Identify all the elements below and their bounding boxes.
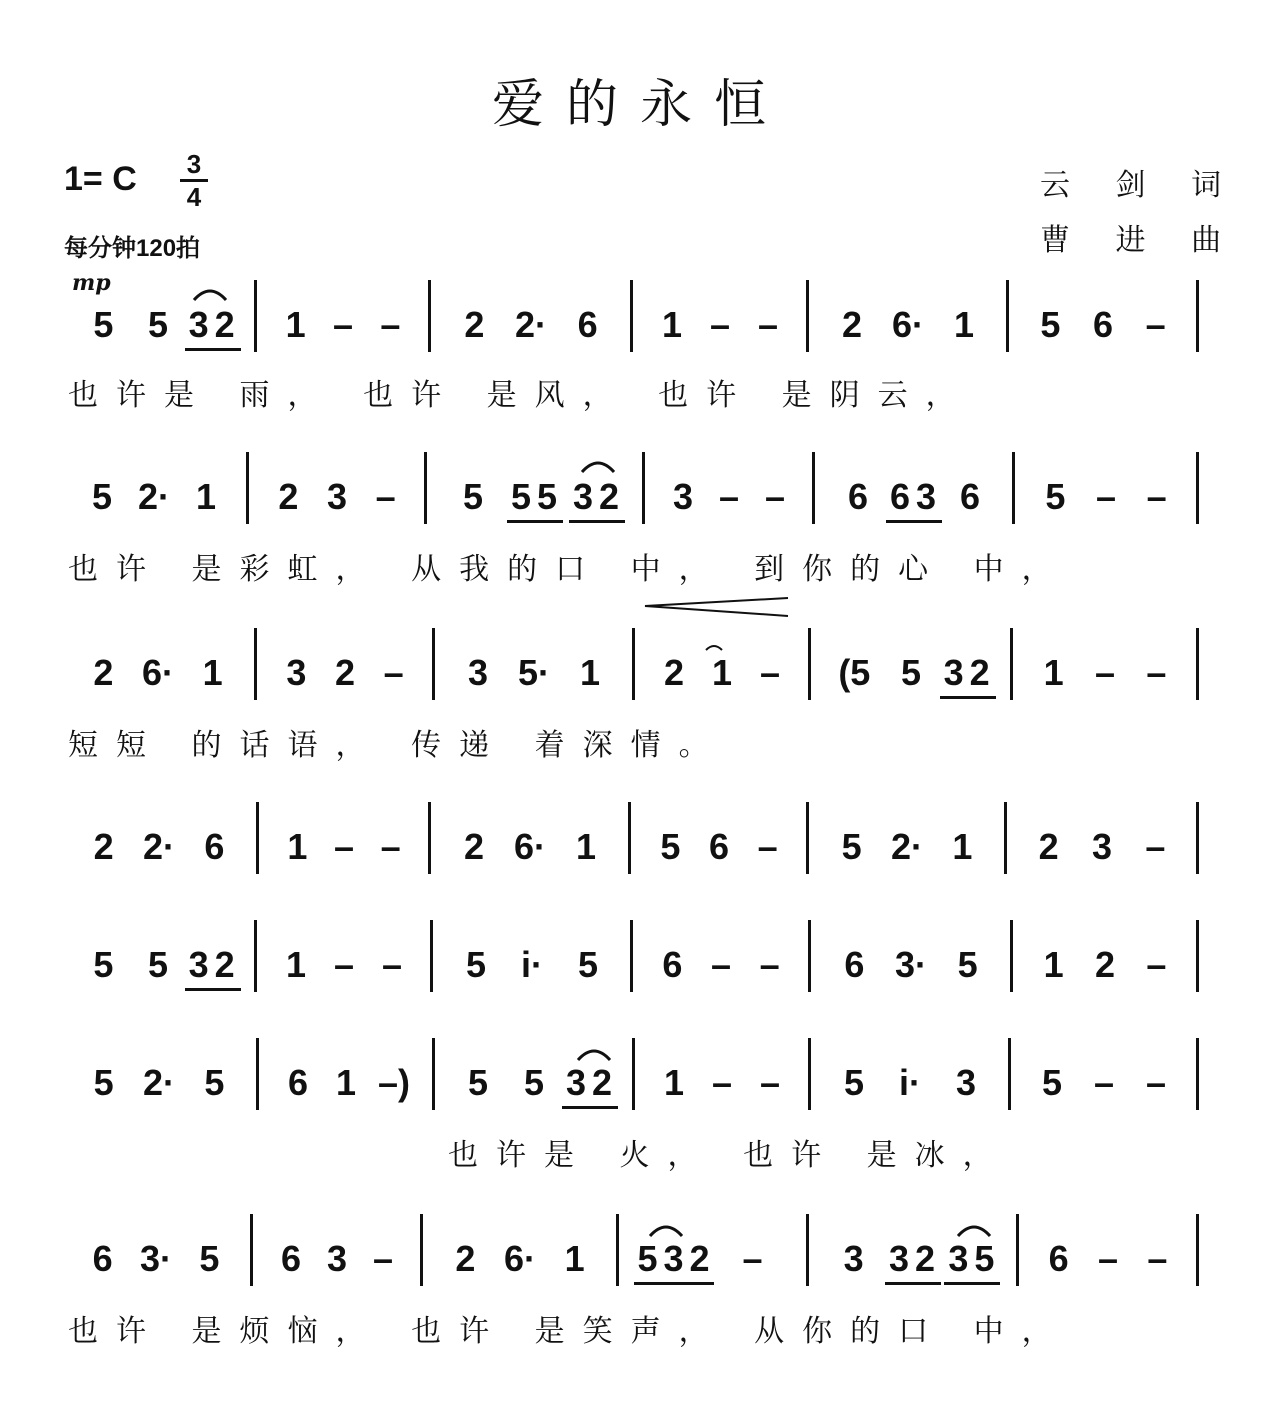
note: 2 bbox=[464, 304, 485, 345]
note: 6 bbox=[708, 826, 730, 867]
note: 3 bbox=[565, 1062, 587, 1103]
time-sig-numerator: 3 bbox=[186, 149, 202, 179]
note: – bbox=[333, 826, 355, 867]
note: 3 bbox=[943, 652, 964, 693]
note: 2 bbox=[214, 944, 235, 985]
note: 3· bbox=[894, 944, 928, 985]
note: 5 bbox=[465, 944, 487, 985]
note: 5 bbox=[660, 826, 681, 867]
note: 3 bbox=[888, 1238, 910, 1279]
note: 6 bbox=[287, 1062, 309, 1103]
note: – bbox=[1145, 1062, 1167, 1103]
note: – bbox=[757, 826, 778, 867]
note: i· bbox=[899, 1062, 921, 1103]
note: 2· bbox=[142, 826, 176, 867]
note: – bbox=[332, 304, 354, 345]
note: 2· bbox=[514, 304, 548, 345]
note: 5 bbox=[510, 476, 532, 517]
note: 2 bbox=[598, 476, 620, 517]
note: 6 bbox=[959, 476, 981, 517]
note: 6 bbox=[577, 304, 598, 345]
note: – bbox=[372, 1238, 394, 1279]
note: 3 bbox=[915, 476, 937, 517]
note: 1 bbox=[195, 476, 217, 517]
note: 3 bbox=[188, 304, 209, 345]
lyrics-line: 也许 是彩虹， 从我的口 中， 到你的心 中， bbox=[68, 552, 1070, 587]
note: – bbox=[710, 944, 732, 985]
note: – bbox=[718, 476, 740, 517]
note: 3 bbox=[672, 476, 694, 517]
note: – bbox=[375, 476, 396, 517]
note: – bbox=[1147, 1238, 1168, 1279]
key-signature: 1= C bbox=[64, 160, 137, 198]
note: – bbox=[764, 476, 786, 517]
note: 5 bbox=[1040, 304, 1061, 345]
note: 1 bbox=[285, 944, 307, 985]
note: 2 bbox=[663, 652, 685, 693]
note: 1 bbox=[579, 652, 601, 693]
note: 5 bbox=[974, 1238, 995, 1279]
note: 3 bbox=[467, 652, 489, 693]
dynamic-marking: mp bbox=[72, 270, 111, 296]
note: 2 bbox=[914, 1238, 936, 1279]
note: 6 bbox=[662, 944, 683, 985]
note: – bbox=[333, 944, 355, 985]
note: 5 bbox=[841, 826, 862, 867]
lyricist-credit: 云 剑 词 bbox=[1040, 168, 1240, 203]
note: 2 bbox=[278, 476, 299, 517]
note: – bbox=[1146, 476, 1167, 517]
note: – bbox=[759, 1062, 781, 1103]
note: i· bbox=[521, 944, 543, 985]
note: 2 bbox=[1094, 944, 1116, 985]
note: 3 bbox=[1091, 826, 1113, 867]
note: – bbox=[1097, 1238, 1119, 1279]
note: 5 bbox=[843, 1062, 865, 1103]
note: 6 bbox=[92, 1238, 113, 1279]
note: – bbox=[1095, 476, 1117, 517]
note: 6 bbox=[1048, 1238, 1069, 1279]
note: 5 bbox=[467, 1062, 489, 1103]
note: –) bbox=[377, 1062, 411, 1103]
note: – bbox=[1146, 944, 1167, 985]
note: 1 bbox=[335, 1062, 357, 1103]
slur-arc bbox=[582, 463, 614, 472]
note: 1 bbox=[1043, 652, 1064, 693]
note: 6 bbox=[204, 826, 225, 867]
note: 5 bbox=[199, 1238, 220, 1279]
note: – bbox=[380, 826, 401, 867]
note: 3 bbox=[663, 1238, 684, 1279]
note: 3 bbox=[572, 476, 594, 517]
note: 2 bbox=[841, 304, 863, 345]
note: – bbox=[742, 1238, 763, 1279]
note: 3· bbox=[139, 1238, 173, 1279]
note: – bbox=[757, 304, 779, 345]
note: 1 bbox=[287, 826, 308, 867]
note: 5 bbox=[93, 304, 114, 345]
note: 1 bbox=[285, 304, 306, 345]
slur-arc bbox=[194, 291, 226, 300]
song-title: 爱的永恒 bbox=[491, 75, 788, 135]
note: 5 bbox=[957, 944, 978, 985]
note: 2 bbox=[93, 826, 114, 867]
note: 1 bbox=[1043, 944, 1064, 985]
slur-arc bbox=[650, 1227, 682, 1236]
note: 5 bbox=[1041, 1062, 1063, 1103]
note: – bbox=[759, 652, 781, 693]
note: 1 bbox=[663, 1062, 685, 1103]
note: 1 bbox=[661, 304, 683, 345]
note: 5 bbox=[577, 944, 599, 985]
tempo-marking: 每分钟120拍 bbox=[64, 235, 201, 262]
note: 2 bbox=[463, 826, 485, 867]
note: – bbox=[711, 1062, 733, 1103]
note: 2 bbox=[93, 652, 114, 693]
note: 1 bbox=[952, 826, 973, 867]
note: 2· bbox=[890, 826, 924, 867]
note: 1 bbox=[564, 1238, 585, 1279]
note: 2· bbox=[142, 1062, 176, 1103]
note: 2 bbox=[214, 304, 235, 345]
note: 5 bbox=[147, 944, 169, 985]
lyrics-line: 也许 是烦恼， 也许 是笑声， 从你的口 中， bbox=[68, 1314, 1070, 1349]
note: 6 bbox=[847, 476, 869, 517]
note: 3 bbox=[326, 1238, 348, 1279]
note: 5 bbox=[637, 1238, 658, 1279]
note: 5 bbox=[523, 1062, 545, 1103]
lyrics-line: 短短 的话语， 传递 着深情。 bbox=[68, 728, 727, 763]
note: 5 bbox=[93, 1062, 114, 1103]
note: 2 bbox=[591, 1062, 613, 1103]
note: 5 bbox=[1045, 476, 1066, 517]
note: 6· bbox=[513, 826, 547, 867]
note: – bbox=[1094, 652, 1116, 693]
note: 2 bbox=[969, 652, 990, 693]
note: 5 bbox=[900, 652, 922, 693]
note: 1 bbox=[202, 652, 223, 693]
note: – bbox=[759, 944, 780, 985]
note: – bbox=[1145, 826, 1166, 867]
note: 5 bbox=[204, 1062, 225, 1103]
note: – bbox=[1146, 652, 1167, 693]
note: 1 bbox=[711, 652, 733, 693]
time-sig-denominator: 4 bbox=[186, 182, 202, 212]
fermata-arc bbox=[706, 646, 722, 650]
note: 1 bbox=[953, 304, 975, 345]
note: 3 bbox=[843, 1238, 864, 1279]
note: 6 bbox=[1092, 304, 1114, 345]
lyrics-line: 也许是 火， 也许 是冰， bbox=[448, 1138, 1011, 1173]
note: 5 bbox=[147, 304, 169, 345]
note: 5 bbox=[462, 476, 484, 517]
slur-arc bbox=[578, 1051, 610, 1060]
note: 6 bbox=[889, 476, 911, 517]
note: 6· bbox=[141, 652, 175, 693]
note: – bbox=[380, 304, 401, 345]
note: 6· bbox=[891, 304, 925, 345]
note: 3 bbox=[948, 1238, 969, 1279]
note: – bbox=[709, 304, 731, 345]
note: 2 bbox=[455, 1238, 476, 1279]
note: 5 bbox=[93, 944, 114, 985]
note: – bbox=[381, 944, 403, 985]
note: 3 bbox=[286, 652, 307, 693]
note: 1 bbox=[575, 826, 597, 867]
note: 3 bbox=[188, 944, 209, 985]
note: 5 bbox=[536, 476, 558, 517]
note: 5 bbox=[91, 476, 113, 517]
note: – bbox=[1093, 1062, 1115, 1103]
note: 2 bbox=[334, 652, 356, 693]
note: 3 bbox=[955, 1062, 977, 1103]
composer-credit: 曹 进 曲 bbox=[1040, 223, 1240, 258]
note: 2 bbox=[1038, 826, 1059, 867]
crescendo-hairpin bbox=[645, 598, 788, 616]
note: 5· bbox=[517, 652, 551, 693]
note: (5 bbox=[838, 652, 871, 693]
note: 6 bbox=[280, 1238, 302, 1279]
lyrics-line: 也许是 雨， 也许 是风， 也许 是阴云， bbox=[68, 378, 974, 413]
note: – bbox=[1145, 304, 1166, 345]
note: 2· bbox=[137, 476, 171, 517]
slur-arc bbox=[958, 1227, 990, 1236]
note: 6 bbox=[844, 944, 865, 985]
note: 2 bbox=[689, 1238, 710, 1279]
note: – bbox=[383, 652, 404, 693]
note: 3 bbox=[326, 476, 348, 517]
note: 6· bbox=[503, 1238, 537, 1279]
